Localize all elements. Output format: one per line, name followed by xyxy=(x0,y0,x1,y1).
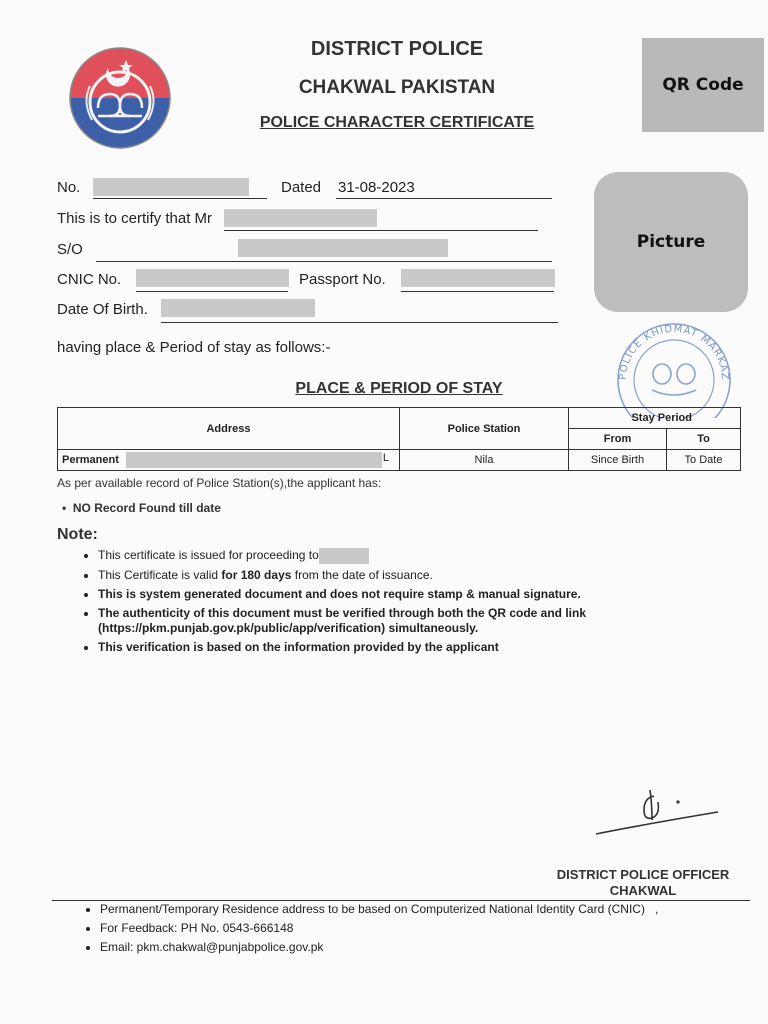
dated-value: 31-08-2023 xyxy=(338,179,415,196)
list-item xyxy=(98,548,718,564)
note-item2-bold: for 180 days xyxy=(221,568,292,582)
list-item: • For Feedback: PH No. 0543-666148 xyxy=(100,921,740,936)
stay-period-header: Stay Period xyxy=(569,408,741,429)
police-station-cell: Nila xyxy=(400,450,569,471)
list-item xyxy=(98,568,718,583)
cnic-redaction xyxy=(136,269,289,287)
dated-label: Dated xyxy=(281,179,322,196)
passport-redaction xyxy=(401,269,555,287)
officer-district: CHAKWAL xyxy=(609,883,677,898)
so-label: S/O xyxy=(57,241,83,258)
record-item xyxy=(62,501,221,515)
certify-label: This is to certify that Mr xyxy=(57,210,213,227)
list-item: • The authenticity of this document must be verified through both the QR code and link (https://pkm.punjab.gov.pk/public/app/verification) simultaneously. xyxy=(98,606,718,636)
dated-underline xyxy=(336,198,552,199)
no-underline xyxy=(93,198,267,199)
so-underline xyxy=(96,261,552,262)
passport-label: Passport No. xyxy=(299,271,386,288)
no-label: No. xyxy=(57,179,81,196)
police-logo xyxy=(68,46,172,150)
destination-redaction xyxy=(319,548,369,564)
dob-label: Date Of Birth. xyxy=(57,301,148,318)
qr-code-label: QR Code xyxy=(662,75,744,95)
name-redaction xyxy=(224,209,377,227)
address-header: Address xyxy=(58,408,400,450)
dob-underline xyxy=(161,322,558,323)
address-redaction xyxy=(126,452,382,468)
table-row xyxy=(58,450,741,471)
to-cell: To Date xyxy=(667,450,741,471)
notes-list xyxy=(78,548,718,659)
list-item: • Email: pkm.chakwal@punjabpolice.gov.pk xyxy=(100,940,740,955)
passport-underline xyxy=(401,291,554,292)
stay-table xyxy=(57,407,741,471)
qr-code-placeholder xyxy=(642,38,764,132)
title-chakwal-pakistan: CHAKWAL PAKISTAN xyxy=(298,77,496,98)
picture-placeholder xyxy=(594,172,748,312)
list-item: • This is system generated document and does not require stamp & manual signature. xyxy=(98,587,718,602)
officer-title: DISTRICT POLICE OFFICER xyxy=(556,867,730,882)
cnic-underline xyxy=(136,291,288,292)
stamp-text: POLICE KHIDMAT MARKAZ xyxy=(617,323,731,381)
note-heading: Note: xyxy=(57,526,98,543)
no-redaction xyxy=(93,178,249,196)
address-cell xyxy=(58,450,400,471)
place-intro: having place & Period of stay as follows:- xyxy=(57,339,331,356)
to-header: To xyxy=(667,429,741,450)
address-tail: L xyxy=(382,452,389,464)
address-type: Permanent xyxy=(62,454,119,466)
picture-label: Picture xyxy=(636,232,706,252)
footer-divider xyxy=(52,900,750,901)
list-item xyxy=(100,902,740,917)
dob-redaction xyxy=(161,299,315,317)
record-item-text: NO Record Found till date xyxy=(72,501,221,515)
note-item1-text: This certificate is issued for proceeding to xyxy=(98,548,319,563)
officer-signature xyxy=(592,784,722,840)
footer-item1-tail: , xyxy=(654,902,659,916)
father-name-redaction xyxy=(238,239,448,257)
from-header: From xyxy=(569,429,667,450)
place-period-title: PLACE & PERIOD OF STAY xyxy=(295,380,503,397)
cnic-label: CNIC No. xyxy=(57,271,122,288)
record-intro: As per available record of Police Station(s),the applicant has: xyxy=(57,476,382,490)
from-cell: Since Birth xyxy=(569,450,667,471)
police-station-header: Police Station xyxy=(400,408,569,450)
bullet-icon: • xyxy=(62,501,67,515)
note-item2-pre: This Certificate is valid xyxy=(98,568,222,582)
title-certificate: POLICE CHARACTER CERTIFICATE xyxy=(259,114,535,131)
title-district-police: DISTRICT POLICE xyxy=(310,38,484,60)
list-item: • This verification is based on the information provided by the applicant xyxy=(98,640,718,655)
police-khidmat-markaz-stamp xyxy=(612,318,736,418)
footer-list xyxy=(80,902,740,959)
name-underline xyxy=(224,230,538,231)
note-item2-post: from the date of issuance. xyxy=(291,568,433,582)
footer-item1-text: Permanent/Temporary Residence address to be based on Computerized National Identity Card (CNIC) xyxy=(100,902,645,916)
